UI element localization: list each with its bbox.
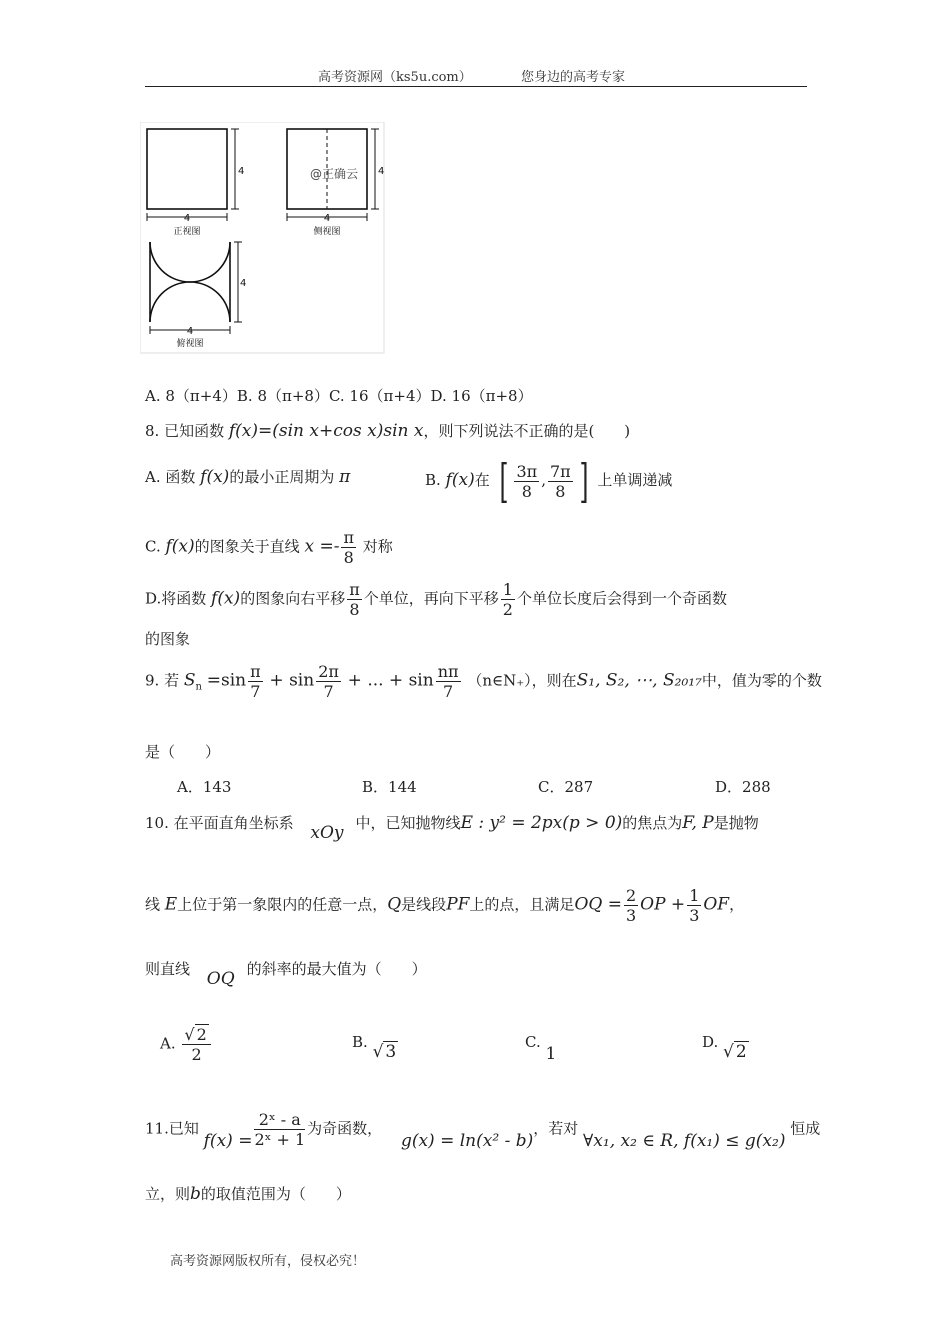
footer: 高考资源网版权所有，侵权必究！ — [170, 1254, 366, 1269]
front-dim-v: 4 — [238, 166, 245, 177]
q8-option-d: D.将函数 f(x)的图象向右平移 $\frac{\pi}{8}$ 个单位，再向下平移 $\frac{1}{2}$ 个单位长度后会得到一个奇函数 — [145, 580, 727, 619]
q10-line2: 线 E上位于第一象限内的任意一点，Q是线段PF上的点，且满足OQ = $\frac{2}{3}$ OP + $\frac{1}{3}$ OF， — [145, 886, 745, 925]
q11-line1: 11.已知 f(x) = $\frac{\text{2ˣ - a}}{\text{2ˣ + 1}}$ 为奇函数， g(x) = ln(x² - b)，若对 ∀x₁, x₂ ∈ R, f(x₁) ≤ g(x₂) 恒成 — [145, 1110, 821, 1151]
front-view — [147, 129, 227, 209]
q9-option-a: A．143 — [177, 778, 232, 796]
side-dim-h: 4 — [323, 213, 331, 224]
header-rule — [145, 86, 807, 87]
top-label: 俯视图 — [176, 339, 204, 349]
q9-line2: 是（ ） — [145, 743, 221, 761]
watermark: @正确云 — [310, 167, 359, 181]
q8-option-d-line2: 的图象 — [145, 630, 191, 648]
front-dim-h: 4 — [183, 213, 191, 224]
q8-option-a: A. 函数 f(x)的最小正周期为 π — [145, 467, 351, 487]
q10-option-c: C. 1 — [525, 1033, 557, 1064]
q10-option-a: A. $\frac{√ 2}{2}$ — [160, 1025, 213, 1064]
q9-option-c: C．287 — [538, 778, 594, 796]
top-dim-v: 4 — [240, 278, 247, 289]
top-dim-h: 4 — [186, 326, 194, 337]
q9-stem: 9. 若 $S_n =\sin$ $\frac{\pi}{7}$ + sin $\frac{2\pi}{7}$ + ... + sin $\frac{n\pi}{7}$ （n∈N₊），则在S₁, S₂, ⋯, S₂₀₁₇中，值为零的个数 — [145, 662, 822, 701]
q7-options: A. 8（π+4）B. 8（π+8）C. 16（π+4）D. 16（π+8） — [145, 387, 533, 405]
top-view — [150, 242, 230, 322]
q8-stem: 8. 已知函数 f(x)=(sin x+cos x)sin x，则下列说法不正确的是( ) — [145, 421, 631, 441]
side-dim-v: 4 — [378, 166, 385, 177]
q10-option-d: D. √ 2 — [702, 1033, 747, 1062]
q8-formula: f(x)=(sin x+cos x)sin x — [228, 421, 424, 441]
side-label: 侧视图 — [313, 227, 341, 237]
q9-option-d: D．288 — [715, 778, 771, 796]
header-slogan: 您身边的高考专家 — [521, 70, 626, 85]
three-view-figure — [140, 122, 385, 354]
front-label: 正视图 — [173, 227, 201, 237]
q10-line1: 10. 在平面直角坐标系 xOy 中，已知抛物线E : y² = 2px(p > 0)的焦点为F, P是抛物 — [145, 813, 759, 843]
q10-option-b: B. √ 3 — [352, 1033, 397, 1062]
q11-line2: 立，则b的取值范围为（ ） — [145, 1184, 351, 1204]
header-site: 高考资源网（ks5u.com） — [318, 70, 472, 85]
q8-option-b: B. f(x)在 [ $\frac{3\pi}{8}$ , $\frac{7\pi}{8}$ ] 上单调递减 — [425, 454, 673, 508]
q9-option-b: B．144 — [362, 778, 417, 796]
q8-option-c: C. f(x)的图象关于直线 x =- $\frac{\pi}{8}$ 对称 — [145, 528, 393, 567]
q10-line3: 则直线 OQ 的斜率的最大值为（ ） — [145, 960, 427, 989]
